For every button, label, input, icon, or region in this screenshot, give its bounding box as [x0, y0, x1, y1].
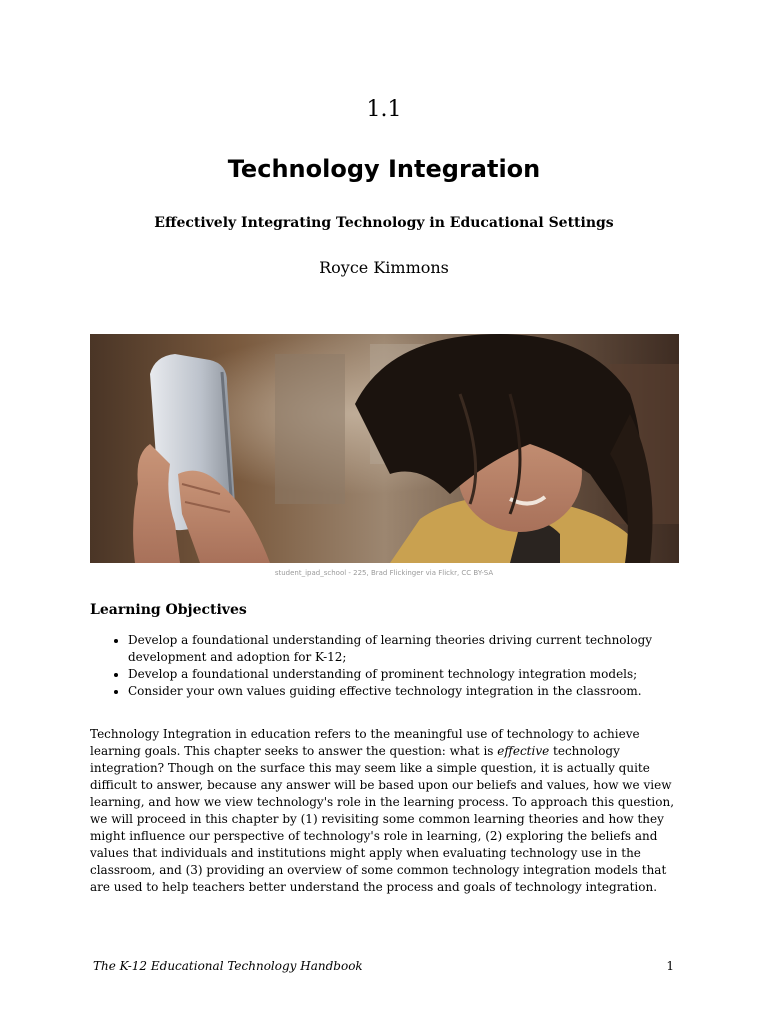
chapter-author: Royce Kimmons: [319, 258, 449, 277]
learning-objective-item: • Consider your own values guiding effective technology integration in the classroom.: [128, 683, 668, 700]
chapter-title: Technology Integration: [227, 155, 541, 183]
chapter-number: 1.1: [366, 97, 402, 122]
learning-objective-item: • Develop a foundational understanding of prominent technology integration models;: [128, 666, 668, 683]
learning-objective-item: • Develop a foundational understanding of learning theories driving current technology development and adoption for K-12;: [128, 632, 668, 666]
learning-objectives-heading: Learning Objectives: [90, 602, 247, 618]
intro-text-start: Technology Integration in education refers to the meaningful use of technology to achieve learning goals. This chapter seeks to answer the question: what is: [90, 727, 640, 758]
intro-text-end: technology integration? Though on the surface this may seem like a simple question, it is actually quite difficult to answer, because any answer will be based upon our beliefs and values, how we view learning, and how we view technology's role in the learning process. To approach this question, we will proceed in this chapter by (1) revisiting some common learning theories and how they might influence our perspective of technology's role in learning, (2) exploring the beliefs and values that individuals and institutions might apply when evaluating technology use in the classroom, and (3) providing an overview of some common technology integration models that are used to help teachers better understand the process and goals of technology integration.: [90, 744, 675, 894]
footer-book-title: The K-12 Educational Technology Handbook: [93, 959, 363, 973]
chapter-subtitle: Effectively Integrating Technology in Educational Settings: [154, 215, 614, 231]
chapter-hero-photo: [90, 334, 679, 563]
page-number: 1: [666, 959, 674, 973]
intro-paragraph: [90, 726, 682, 896]
photo-student-with-tablet: [90, 334, 679, 563]
photo-credit-caption: student_ipad_school - 225, Brad Flickinger via Flickr, CC BY-SA: [274, 569, 494, 577]
intro-emphasis: effective: [497, 744, 550, 758]
learning-objectives-list: [110, 632, 668, 700]
